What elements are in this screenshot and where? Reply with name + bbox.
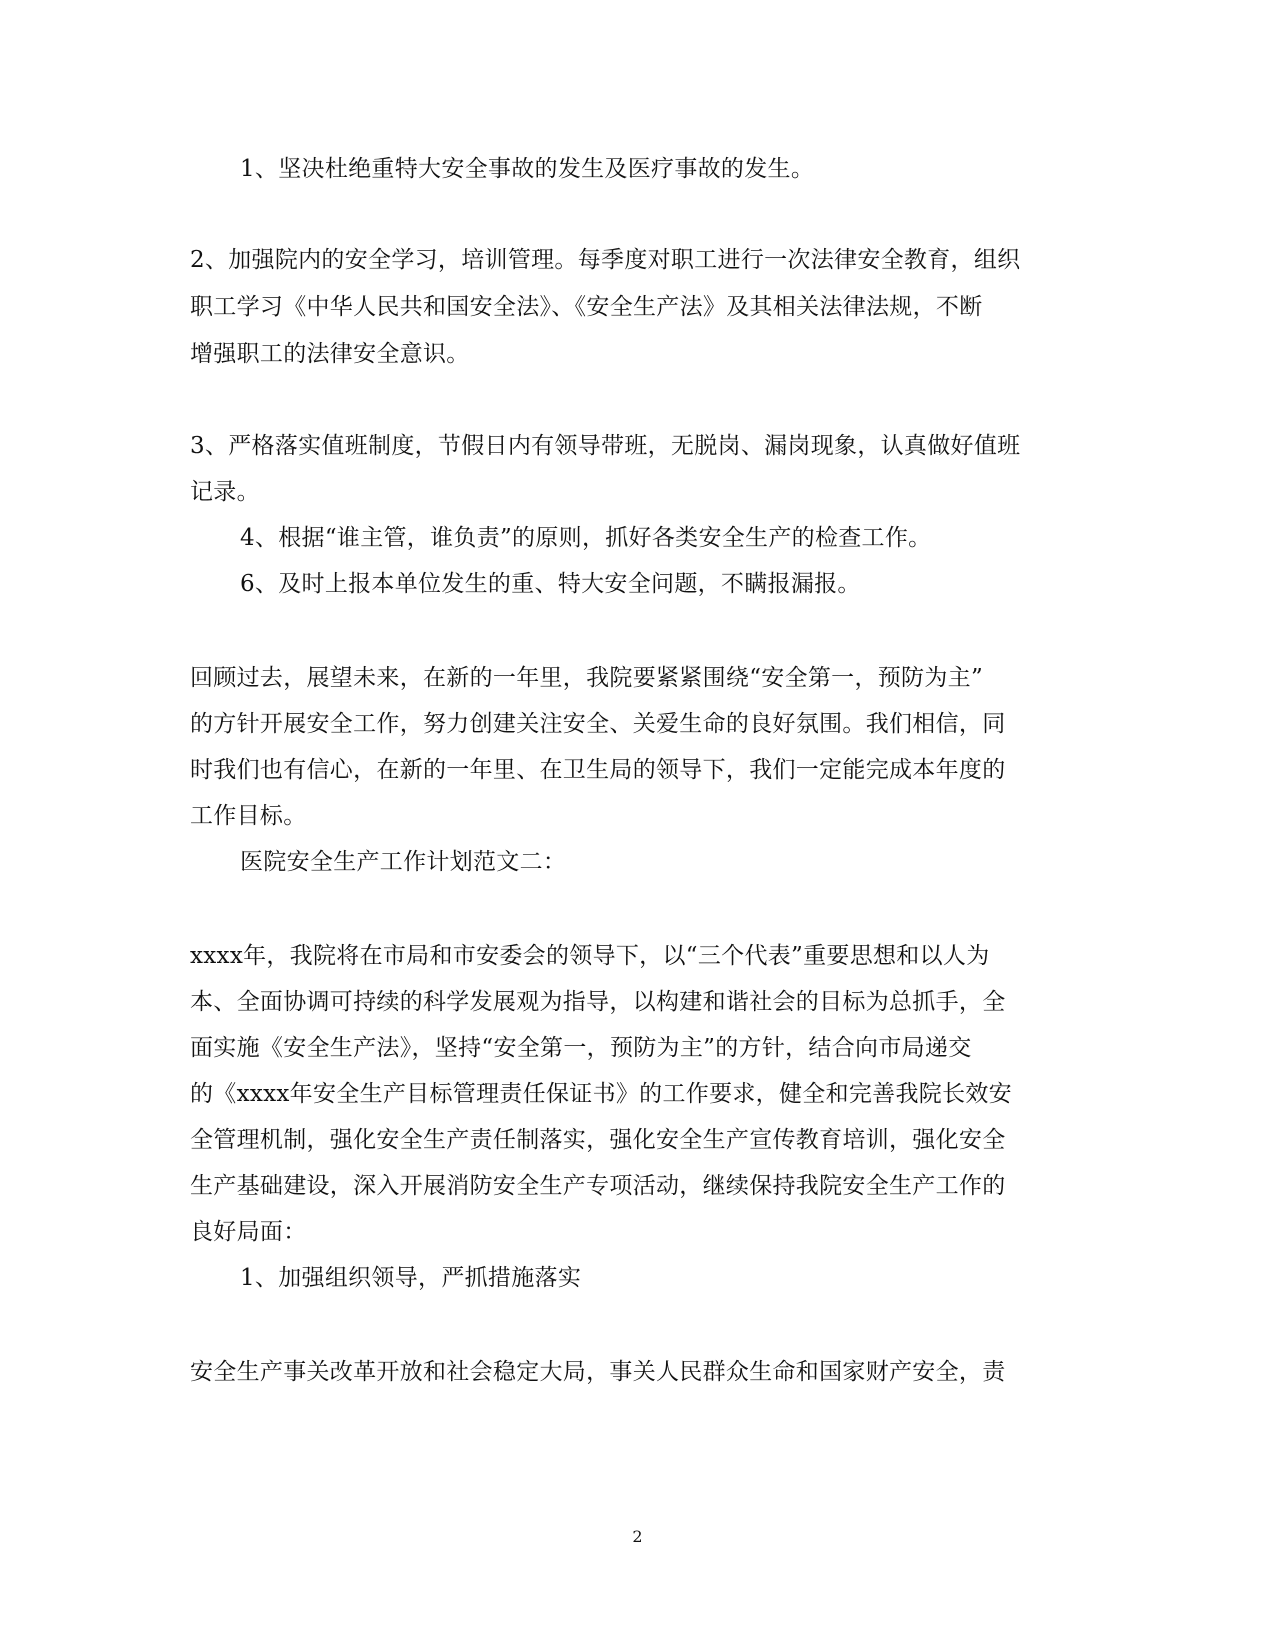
list-item-6: 6、及时上报本单位发生的重、特大安全问题，不瞒报漏报。	[240, 571, 861, 597]
page-number: 2	[632, 1527, 643, 1546]
paragraph-plan-line-7: 良好局面：	[190, 1219, 307, 1245]
list-item-2-line-1: 2、加强院内的安全学习，培训管理。每季度对职工进行一次法律安全教育，组织	[190, 247, 1021, 273]
list-item-2-line-2: 职工学习《中华人民共和国安全法》、《安全生产法》及其相关法律法规，不断	[190, 294, 983, 320]
paragraph-plan-line-5: 全管理机制，强化安全生产责任制落实，强化安全生产宣传教育培训，强化安全	[190, 1127, 1006, 1153]
paragraph-plan-line-4: 的《xxxx年安全生产目标管理责任保证书》的工作要求，健全和完善我院长效安	[190, 1081, 1012, 1107]
paragraph-outlook-line-3: 时我们也有信心，在新的一年里、在卫生局的领导下，我们一定能完成本年度的	[190, 757, 1006, 783]
paragraph-plan-line-6: 生产基础建设，深入开展消防安全生产专项活动，继续保持我院安全生产工作的	[190, 1173, 1006, 1199]
paragraph-plan-line-1: xxxx年，我院将在市局和市安委会的领导下，以“三个代表”重要思想和以人为	[190, 943, 990, 969]
paragraph-outlook-line-2: 的方针开展安全工作，努力创建关注安全、关爱生命的良好氛围。我们相信，同	[190, 711, 1006, 737]
paragraph-safety-line-1: 安全生产事关改革开放和社会稳定大局，事关人民群众生命和国家财产安全，责	[190, 1359, 1006, 1385]
paragraph-plan-line-3: 面实施《安全生产法》，坚持“安全第一，预防为主”的方针，结合向市局递交	[190, 1035, 972, 1061]
section-heading: 医院安全生产工作计划范文二：	[240, 849, 567, 875]
paragraph-plan-line-2: 本、全面协调可持续的科学发展观为指导，以构建和谐社会的目标为总抓手，全	[190, 989, 1006, 1015]
paragraph-outlook-line-4: 工作目标。	[190, 803, 307, 829]
list-item-3-line-1: 3、严格落实值班制度，节假日内有领导带班，无脱岗、漏岗现象，认真做好值班	[190, 433, 1021, 459]
list-item-1: 1、坚决杜绝重特大安全事故的发生及医疗事故的发生。	[240, 156, 815, 182]
paragraph-outlook-line-1: 回顾过去，展望未来，在新的一年里，我院要紧紧围绕“安全第一，预防为主”	[190, 665, 984, 691]
list-item-4: 4、根据“谁主管，谁负责”的原则，抓好各类安全生产的检查工作。	[240, 525, 932, 551]
subheading-1: 1、加强组织领导，严抓措施落实	[240, 1265, 582, 1291]
list-item-2-line-3: 增强职工的法律安全意识。	[190, 341, 470, 367]
list-item-3-line-2: 记录。	[190, 479, 260, 505]
